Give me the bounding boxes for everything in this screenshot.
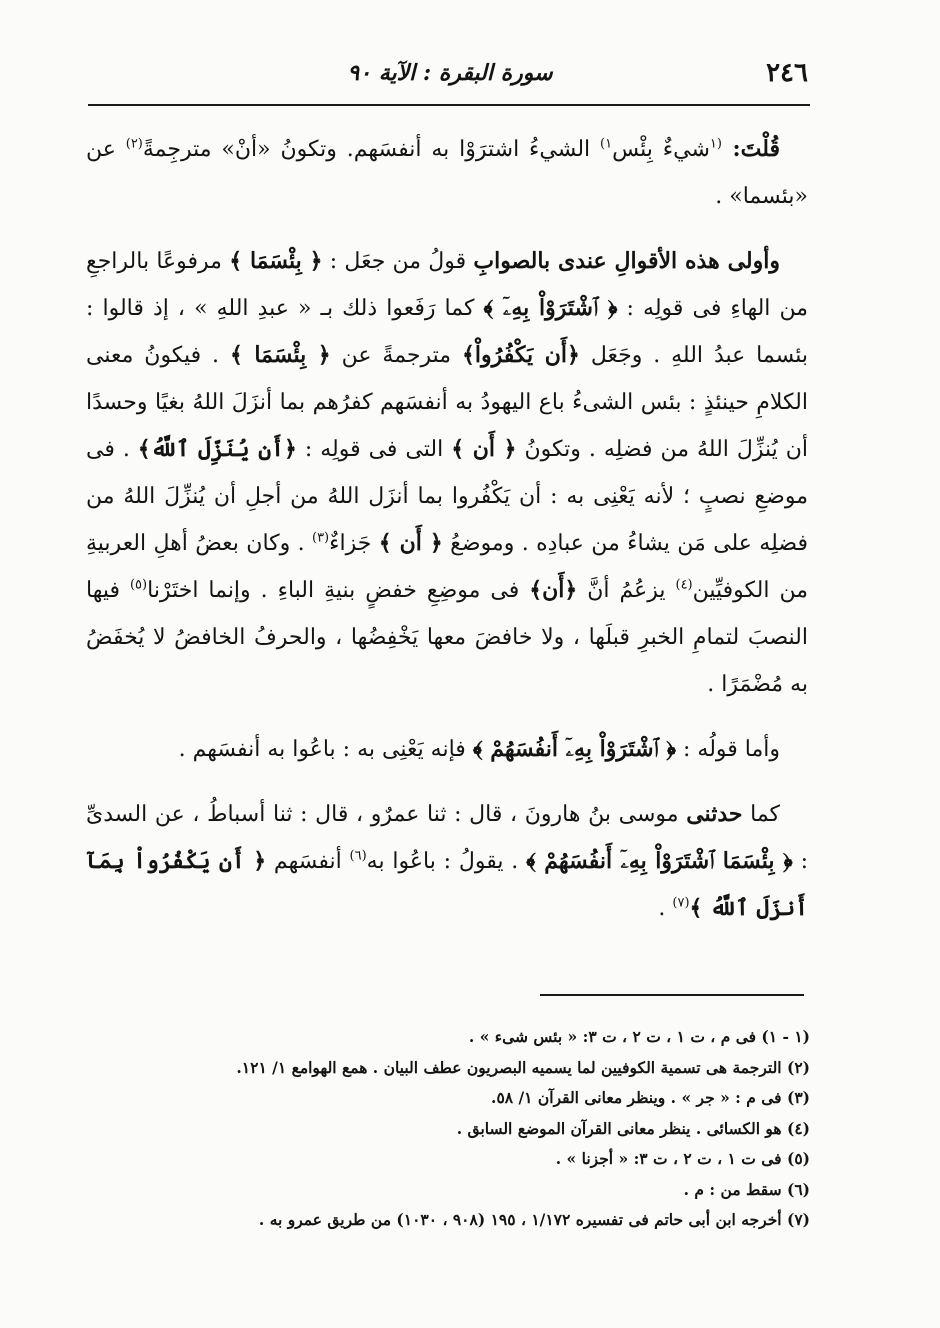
text-run: . فيكونُ معنى الكلامِ حينئذٍ : بئس الشىءُ باع اليهودُ به أنفسَهم كفرُهم بما أنزَلَ اللهُ بغيًا وحسدًا أن يُنزِّلَ اللهُ من فضلِه . وتكونُ <box>86 343 808 462</box>
quran-quote: ﴿ أَن ﴾ <box>378 530 443 556</box>
footnote: (٢) الترجمة هى تسمية الكوفيين لما يسميه البصريون عطف البيان . همع الهوامع ١/ ١٢١. <box>236 1057 810 1077</box>
text-run: الشيءُ اشترَوْا به أنفسَهم. وتكونُ «أنْ» مترجِمةً <box>142 137 601 162</box>
text-run: عن «بئسما» . <box>86 137 808 209</box>
text-run: شيءٌ بِئْس <box>612 137 710 162</box>
text-run: . فى موضعِ نصبٍ ؛ لأنه يَعْنِى به : أن يَكْفُروا بما أنزَل اللهُ من أجلِ أن يُنزِّلَ اللهُ من فضلِه على مَن يشاءُ من عبادِه . وموضعُ <box>86 437 808 556</box>
footnote: (٦) سقط من : م . <box>683 1179 810 1199</box>
bold-phrase: وأولى هذه الأقوالِ عندى بالصوابِ <box>473 248 780 274</box>
text-run: مترجمةً عن <box>330 343 462 368</box>
text-run: فإنه يَعْنِى به : باعُوا به أنفسَهم . <box>178 737 473 762</box>
quran-quote: ﴿ أَن يَكْفُرُواْ بِمَآ أَنزَلَ ٱللَّهُ ﴾ <box>86 848 808 921</box>
text-run: كما رَفَعوا ذلك بـ « عبدِ اللهِ » ، إذ قالوا : بئسما عبدُ اللهِ . وجَعَل <box>86 296 808 368</box>
text-run: التى فى قولِه : <box>296 437 452 462</box>
paragraph <box>86 126 808 220</box>
footnote-divider <box>540 994 804 996</box>
footnote-marker: (٧) <box>672 895 690 911</box>
text-run: أنفسَهم <box>266 849 350 874</box>
text-run: مرفوعًا بالراجعِ من الهاءِ فى قولِه : <box>86 249 809 321</box>
text-run: موسى بنُ هارونَ ، قال : ثنا عمرٌو ، قال : ثنا أسباطُ ، عن السدىِّ : <box>86 802 809 874</box>
text-run: جَزاءٌ <box>329 531 379 556</box>
text-run: . يقولُ : باعُوا به <box>366 849 527 874</box>
text-run: قولُ من جعَل : <box>322 249 474 274</box>
footnote: (٤) هو الكسائى . ينظر معانى القرآن الموضع السابق . <box>456 1118 810 1138</box>
footnote: (٧) أخرجه ابن أبى حاتم فى تفسيره ١/١٧٢ ، ١٩٥ (٩٠٨ ، ١٠٣٠) من طريق عمرو به . <box>258 1210 810 1229</box>
footnote-marker: (٣) <box>311 530 330 546</box>
header-divider <box>88 104 810 106</box>
text-run: . <box>658 896 673 921</box>
quran-quote: ﴿أَن يَكْفُرُواْ﴾ <box>462 342 580 368</box>
footnote-marker: (٢) <box>125 136 143 152</box>
footnote: (٥) فى ت ١ ، ت ٢ ، ت ٣: « أجزنا » . <box>555 1149 810 1168</box>
text-run: . وكان بعضُ أهلِ العربيةِ من الكوفيِّين <box>86 531 808 603</box>
quran-quote: ﴿ بِئْسَمَا ٱشْتَرَوْاْ بِهِۦٓ أَنفُسَهُمْ ﴾ <box>526 848 793 874</box>
quran-quote: ﴿ أَن ﴾ <box>451 436 517 462</box>
quran-quote: ﴿ بِئْسَمَا ﴾ <box>229 248 323 274</box>
page-header <box>92 52 808 98</box>
quran-quote: ﴿أَن يُنَزِّلَ ٱللَّهُ﴾ <box>137 436 297 462</box>
bold-phrase: قُلْتَ: <box>721 136 780 162</box>
text-run: وأما قولُه : <box>676 737 780 762</box>
paragraph <box>86 726 808 773</box>
paragraph <box>86 791 808 932</box>
footnote-marker: (٥) <box>129 577 148 593</box>
text-run: كما <box>742 802 781 827</box>
footnote-marker: (١ <box>709 136 722 152</box>
running-title: سورة البقرة : الآية ٩٠ <box>347 60 553 86</box>
quran-quote: ﴿ ٱشْتَرَوْاْ بِهِۦٓ أَنفُسَهُمْ ﴾ <box>472 736 676 762</box>
footnote-marker: (٦) <box>349 848 367 864</box>
paragraph <box>86 238 808 708</box>
footnote-marker: (٤) <box>675 577 693 593</box>
quran-quote: ﴿ ٱشْتَرَوْاْ بِهِۦٓ ﴾ <box>483 295 618 321</box>
text-run: يزعُمُ أنَّ <box>577 578 676 603</box>
main-text <box>86 126 808 932</box>
text-run: فى موضِعِ خفضٍ بنيةِ الباءِ . وإنما اختَرْنا <box>147 578 530 603</box>
quran-quote: ﴿أَن﴾ <box>529 577 578 603</box>
quran-quote: ﴿ بِئْسَمَا ﴾ <box>229 342 331 368</box>
footnote-marker: ١) <box>600 136 613 152</box>
text-run: فيها النصبَ لتمامِ الخبرِ قبلَها ، ولا خافضَ معها يَخْفِضُها ، والحرفُ الخافضُ لا يُخفَضُ به مُضْمَرًا . <box>86 578 808 697</box>
page-number: ٢٤٦ <box>766 58 808 88</box>
footnote: (١ - ١) فى م ، ت ١ ، ت ٢ ، ت ٣: « بئس شىء » . <box>468 1027 810 1046</box>
bold-phrase: حدثنى <box>686 801 743 827</box>
footnotes <box>120 1022 810 1236</box>
footnote: (٣) فى م : « جر » . وينظر معانى القرآن ١/ ٥٨. <box>491 1088 810 1107</box>
